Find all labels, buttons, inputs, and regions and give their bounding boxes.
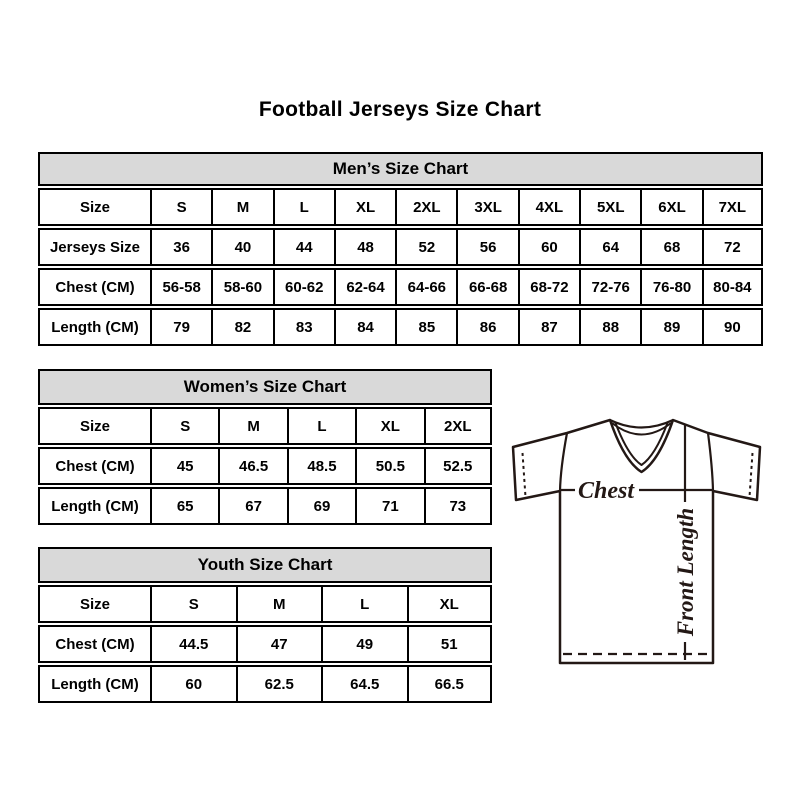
size-cell: 48	[334, 228, 395, 266]
women-title-row	[38, 369, 492, 405]
size-cell: S	[150, 585, 236, 623]
jersey-illustration	[505, 413, 770, 673]
size-cell: 73	[424, 487, 492, 525]
size-cell: 66-68	[456, 268, 517, 306]
size-cell: 84	[334, 308, 395, 346]
size-cell: 85	[395, 308, 456, 346]
size-cell: 67	[218, 487, 286, 525]
size-cell: 36	[150, 228, 211, 266]
size-cell: XL	[355, 407, 423, 445]
row-header: Chest (CM)	[38, 447, 150, 485]
size-cell: L	[273, 188, 334, 226]
row-header: Size	[38, 188, 150, 226]
men-title-row	[38, 152, 763, 186]
size-cell: 40	[211, 228, 272, 266]
men-table-row	[38, 268, 763, 306]
size-cell: 62-64	[334, 268, 395, 306]
row-header: Length (CM)	[38, 308, 150, 346]
size-cell: 6XL	[640, 188, 701, 226]
size-cell: 69	[287, 487, 355, 525]
size-cell: 4XL	[518, 188, 579, 226]
jersey-measurement-diagram	[505, 413, 770, 673]
size-cell: 50.5	[355, 447, 423, 485]
size-cell: 44	[273, 228, 334, 266]
size-cell: 60	[518, 228, 579, 266]
men-table-row	[38, 188, 763, 226]
size-cell: 88	[579, 308, 640, 346]
size-cell: 52	[395, 228, 456, 266]
size-cell: 64	[579, 228, 640, 266]
size-cell: 79	[150, 308, 211, 346]
women-table-row	[38, 487, 492, 525]
right-sleeve-seam	[708, 433, 713, 491]
men-chart-title: Men’s Size Chart	[38, 152, 763, 186]
jersey-outline	[513, 420, 760, 663]
size-cell: 56-58	[150, 268, 211, 306]
left-cuff-stitch-line	[523, 453, 526, 497]
size-cell: 7XL	[702, 188, 763, 226]
youth-chart-title: Youth Size Chart	[38, 547, 492, 583]
chest-label: Chest	[577, 478, 635, 504]
size-cell: 44.5	[150, 625, 236, 663]
size-cell: 64.5	[321, 665, 407, 703]
size-cell: 90	[702, 308, 763, 346]
row-header: Chest (CM)	[38, 625, 150, 663]
right-cuff-stitch-line	[750, 453, 753, 497]
size-cell: 5XL	[579, 188, 640, 226]
size-cell: 82	[211, 308, 272, 346]
women-chart-title: Women’s Size Chart	[38, 369, 492, 405]
row-header: Size	[38, 585, 150, 623]
row-header: Length (CM)	[38, 487, 150, 525]
youth-size-chart-table	[38, 545, 492, 705]
size-cell: 62.5	[236, 665, 322, 703]
row-header: Length (CM)	[38, 665, 150, 703]
size-cell: 68	[640, 228, 701, 266]
size-cell: 83	[273, 308, 334, 346]
size-cell: XL	[407, 585, 493, 623]
size-cell: 64-66	[395, 268, 456, 306]
size-cell: 87	[518, 308, 579, 346]
size-cell: 72	[702, 228, 763, 266]
youth-table-row	[38, 625, 492, 663]
size-cell: 66.5	[407, 665, 493, 703]
size-cell: 89	[640, 308, 701, 346]
size-cell: 2XL	[424, 407, 492, 445]
size-cell: M	[218, 407, 286, 445]
size-cell: 60	[150, 665, 236, 703]
size-cell: 86	[456, 308, 517, 346]
size-cell: M	[211, 188, 272, 226]
size-cell: 72-76	[579, 268, 640, 306]
youth-title-row	[38, 547, 492, 583]
size-cell: 80-84	[702, 268, 763, 306]
size-cell: 3XL	[456, 188, 517, 226]
size-cell: 46.5	[218, 447, 286, 485]
women-table-row	[38, 447, 492, 485]
size-cell: 71	[355, 487, 423, 525]
left-sleeve-seam	[560, 433, 567, 491]
size-cell: 47	[236, 625, 322, 663]
size-cell: 60-62	[273, 268, 334, 306]
youth-table-row	[38, 585, 492, 623]
size-cell: 76-80	[640, 268, 701, 306]
row-header: Chest (CM)	[38, 268, 150, 306]
size-cell: 58-60	[211, 268, 272, 306]
size-cell: 51	[407, 625, 493, 663]
page-title: Football Jerseys Size Chart	[258, 98, 542, 121]
size-cell: S	[150, 407, 218, 445]
size-cell: S	[150, 188, 211, 226]
size-cell: 52.5	[424, 447, 492, 485]
men-table-row	[38, 308, 763, 346]
size-cell: 65	[150, 487, 218, 525]
row-header: Size	[38, 407, 150, 445]
size-cell: L	[287, 407, 355, 445]
row-header: Jerseys Size	[38, 228, 150, 266]
front-length-label: Front Length	[673, 507, 698, 637]
size-cell: L	[321, 585, 407, 623]
size-cell: 2XL	[395, 188, 456, 226]
size-cell: XL	[334, 188, 395, 226]
womens-size-chart-table	[38, 367, 492, 527]
women-table-row	[38, 407, 492, 445]
collar-back-arc-outer	[610, 420, 673, 428]
men-table-row	[38, 228, 763, 266]
size-cell: 48.5	[287, 447, 355, 485]
size-cell: M	[236, 585, 322, 623]
size-cell: 49	[321, 625, 407, 663]
size-cell: 68-72	[518, 268, 579, 306]
size-cell: 45	[150, 447, 218, 485]
size-cell: 56	[456, 228, 517, 266]
youth-table-row	[38, 665, 492, 703]
mens-size-chart-table	[38, 150, 763, 348]
